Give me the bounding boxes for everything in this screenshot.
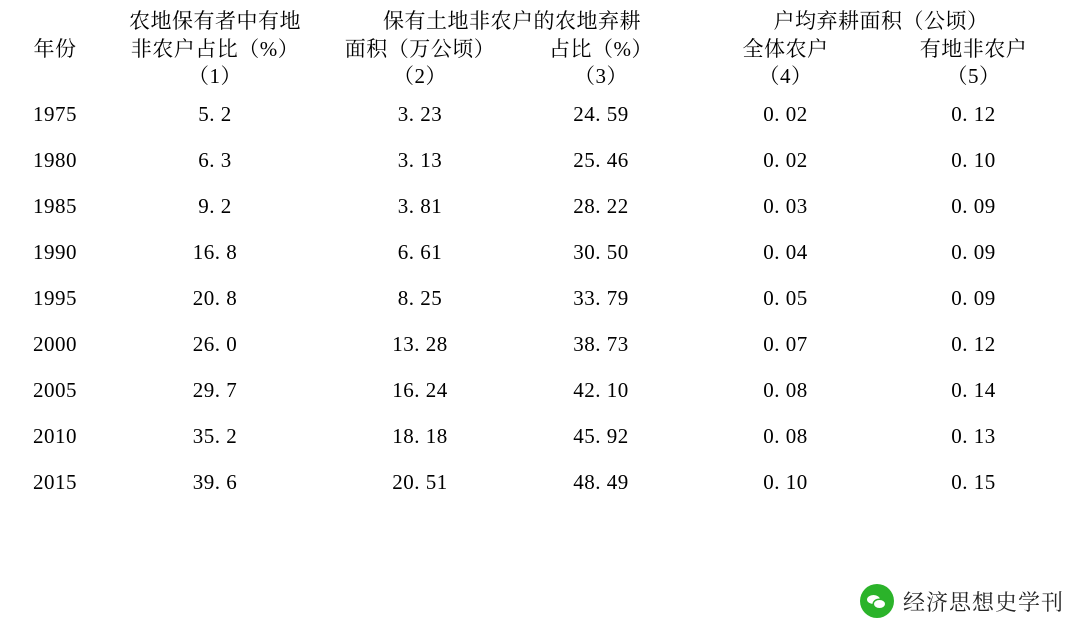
cell-year: 1995 — [33, 285, 77, 310]
cell-col3: 42. 10 — [573, 377, 629, 402]
cell-col1: 26. 0 — [192, 331, 238, 356]
cell-col4: 0. 08 — [763, 377, 808, 402]
header-col3-num: （3） — [574, 64, 628, 89]
cell-col2: 20. 51 — [392, 469, 448, 494]
cell-col4: 0. 02 — [763, 101, 808, 126]
cell-year: 1985 — [33, 193, 77, 218]
cell-year: 2005 — [33, 377, 77, 402]
cell-col1: 29. 7 — [192, 377, 238, 402]
cell-col5: 0. 15 — [951, 469, 996, 494]
cell-col5: 0. 13 — [951, 423, 996, 448]
cell-col1: 5. 2 — [198, 101, 232, 126]
cell-col4: 0. 07 — [763, 331, 808, 356]
cell-year: 1990 — [33, 239, 77, 264]
cell-col2: 3. 23 — [397, 101, 443, 126]
header-year: 年份 — [33, 36, 77, 61]
cell-col3: 45. 92 — [573, 423, 629, 448]
cell-year: 2000 — [33, 331, 77, 356]
table-row — [11, 459, 1069, 505]
cell-col5: 0. 09 — [951, 285, 996, 310]
table-row — [11, 413, 1069, 459]
cell-col3: 24. 59 — [573, 101, 629, 126]
header-col4-label: 全体农户 — [742, 36, 829, 61]
table-page — [0, 8, 1080, 624]
cell-col5: 0. 10 — [951, 147, 996, 172]
header-row-1 — [11, 8, 1069, 36]
cell-col2: 16. 24 — [392, 377, 448, 402]
cell-col4: 0. 08 — [763, 423, 808, 448]
table-row — [11, 367, 1069, 413]
cell-col5: 0. 09 — [951, 193, 996, 218]
header-col5-num: （5） — [946, 64, 1001, 89]
wechat-icon — [860, 584, 894, 618]
cell-year: 1980 — [33, 147, 77, 172]
watermark-text: 经济思想史学刊 — [902, 589, 1064, 615]
cell-col1: 9. 2 — [198, 193, 232, 218]
cell-col3: 48. 49 — [573, 469, 629, 494]
cell-col5: 0. 14 — [951, 377, 996, 402]
table-row — [11, 229, 1069, 275]
table-row — [11, 321, 1069, 367]
cell-col3: 28. 22 — [573, 193, 629, 218]
table-row — [11, 137, 1069, 183]
cell-col1: 35. 2 — [192, 423, 238, 448]
cell-col4: 0. 10 — [763, 469, 808, 494]
cell-col1: 20. 8 — [192, 285, 238, 310]
table-row — [11, 183, 1069, 229]
cell-col1: 6. 3 — [198, 147, 232, 172]
header-col1-line2: 非农户占比（%） — [130, 36, 300, 61]
header-group-perhousehold: 户均弃耕面积（公顷） — [773, 9, 989, 33]
header-col3-label: 占比（%） — [549, 36, 653, 61]
table-header — [11, 8, 1069, 91]
cell-col3: 38. 73 — [573, 331, 629, 356]
header-col1-num: （1） — [188, 64, 242, 89]
cell-col1: 16. 8 — [192, 239, 238, 264]
cell-col5: 0. 09 — [951, 239, 996, 264]
header-col1 — [99, 8, 331, 91]
header-col4-num: （4） — [758, 64, 813, 89]
cell-col2: 3. 13 — [397, 147, 443, 172]
header-col2-label: 面积（万公顷） — [344, 36, 496, 61]
cell-col4: 0. 05 — [763, 285, 808, 310]
cell-col3: 25. 46 — [573, 147, 629, 172]
cell-col2: 13. 28 — [392, 331, 448, 356]
table-body — [11, 91, 1069, 505]
header-col2-num: （2） — [393, 64, 447, 89]
cell-col2: 8. 25 — [397, 285, 443, 310]
header-col1-line1: 农地保有者中有地 — [129, 9, 301, 33]
cell-year: 2010 — [33, 423, 77, 448]
table-row — [11, 275, 1069, 321]
cell-col3: 33. 79 — [573, 285, 629, 310]
cell-col2: 3. 81 — [397, 193, 443, 218]
watermark — [860, 584, 1064, 618]
cell-year: 2015 — [33, 469, 77, 494]
cell-col2: 6. 61 — [397, 239, 443, 264]
cell-col4: 0. 02 — [763, 147, 808, 172]
cell-col4: 0. 03 — [763, 193, 808, 218]
cell-col3: 30. 50 — [573, 239, 629, 264]
data-table — [11, 8, 1069, 505]
table-row — [11, 91, 1069, 137]
cell-col5: 0. 12 — [951, 331, 996, 356]
header-group-abandon: 保有土地非农户的农地弃耕 — [383, 9, 641, 33]
cell-col2: 18. 18 — [392, 423, 448, 448]
cell-col4: 0. 04 — [763, 239, 808, 264]
cell-col1: 39. 6 — [192, 469, 238, 494]
cell-col5: 0. 12 — [951, 101, 996, 126]
cell-year: 1975 — [33, 101, 77, 126]
header-col5-label: 有地非农户 — [919, 36, 1028, 61]
